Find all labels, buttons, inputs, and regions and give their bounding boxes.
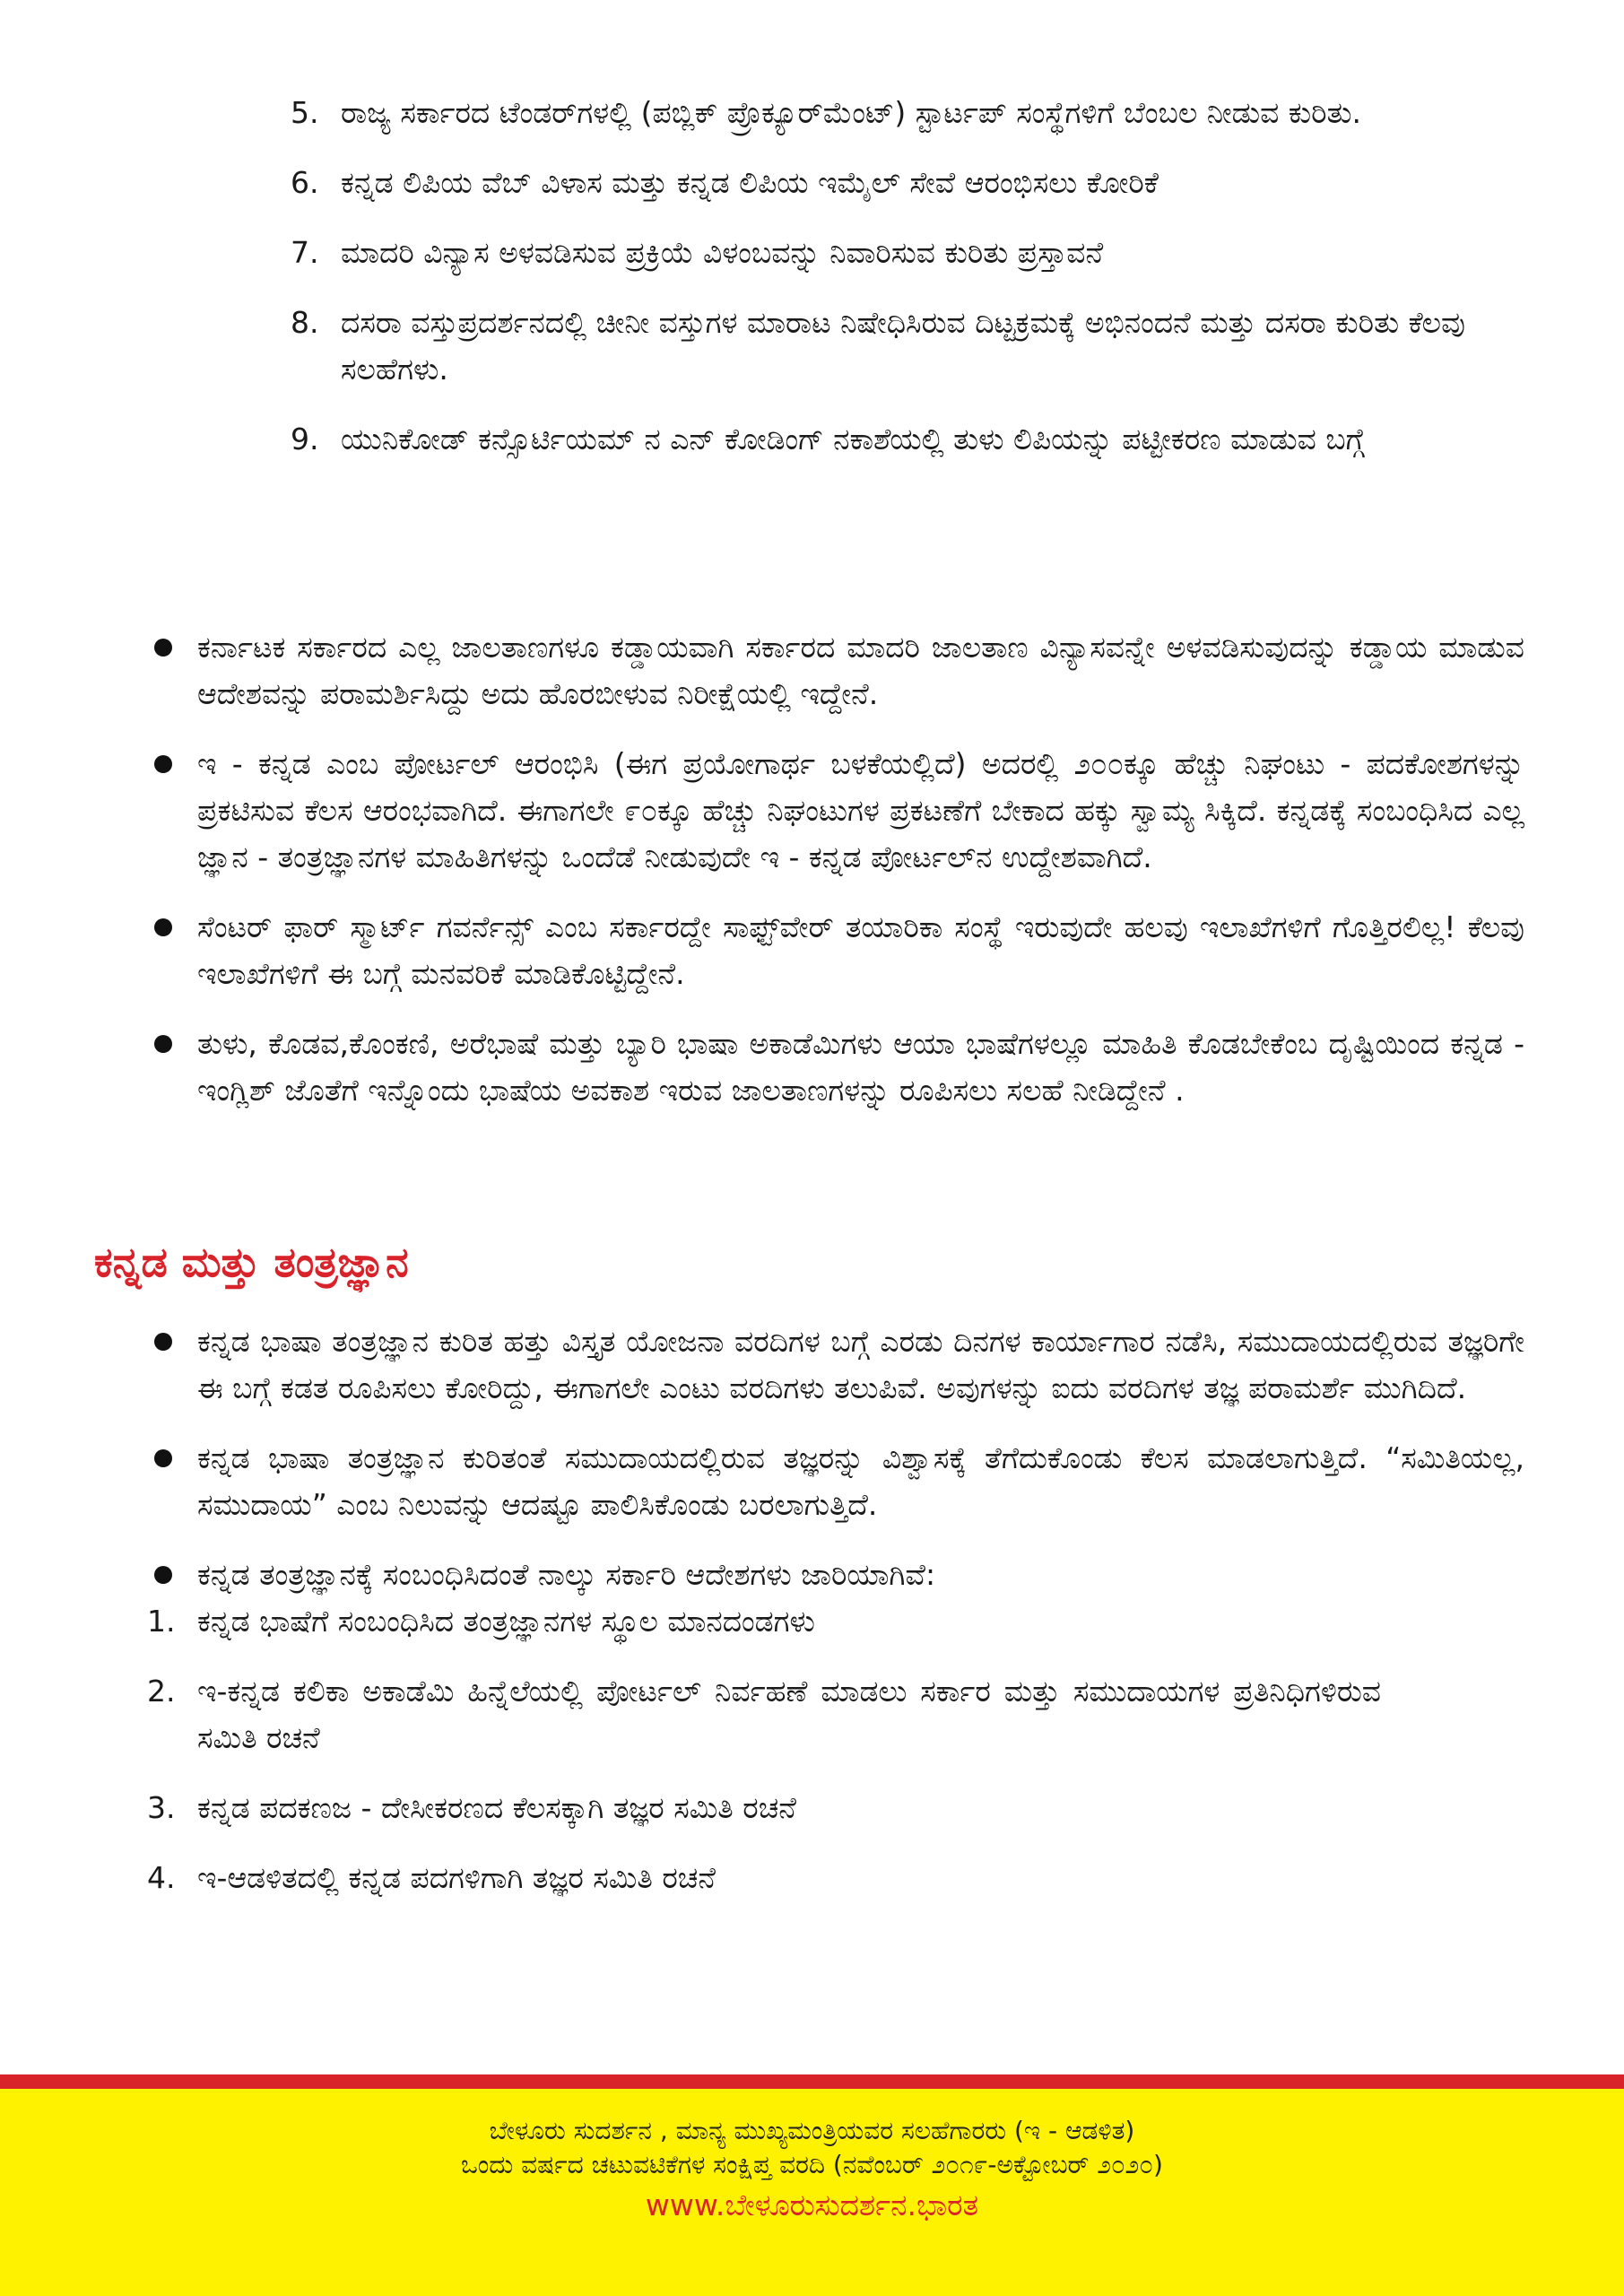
bullet-text: ಕನ್ನಡ ತಂತ್ರಜ್ಞಾನಕ್ಕೆ ಸಂಬಂಧಿಸಿದಂತೆ ನಾಲ್ಕು ಸರ್ಕಾರಿ ಆದೇಶಗಳು ಜಾರಿಯಾಗಿವೆ: [197, 1557, 936, 1592]
bullet-item [197, 904, 1524, 997]
bullet-list-a [197, 624, 1524, 1137]
section-heading: ಕನ್ನಡ ಮತ್ತು ತಂತ್ರಜ್ಞಾನ [94, 1238, 409, 1286]
bullet-dot-icon [154, 1333, 172, 1351]
list-number: 8. [291, 305, 319, 340]
list-number: 2. [147, 1674, 176, 1709]
list-number: 3. [147, 1790, 176, 1825]
list-item-text: ಮಾದರಿ ವಿನ್ಯಾಸ ಅಳವಡಿಸುವ ಪ್ರಕ್ರಿಯೆ ವಿಳಂಬವನ್ನು ನಿವಾರಿಸುವ ಕುರಿತು ಪ್ರಸ್ತಾವನೆ [341, 235, 1104, 270]
list-item [147, 1668, 1381, 1761]
list-number: 7. [291, 235, 319, 270]
list-item [291, 160, 1524, 206]
list-item-text: ದಸರಾ ವಸ್ತುಪ್ರದರ್ಶನದಲ್ಲಿ ಚೀನೀ ವಸ್ತುಗಳ ಮಾರಾಟ ನಿಷೇಧಿಸಿರುವ ದಿಟ್ಟಕ್ರಮಕ್ಕೆ ಅಭಿನಂದನೆ ಮತ್ತು ದಸರಾ ಕುರಿತು ಕೆಲವು ಸಲಹೆಗಳು. [341, 305, 1465, 387]
list-item-text: ಇ-ಕನ್ನಡ ಕಲಿಕಾ ಅಕಾಡೆಮಿ ಹಿನ್ನೆಲೆಯಲ್ಲಿ ಪೋರ್ಟಲ್ ನಿರ್ವಹಣೆ ಮಾಡಲು ಸರ್ಕಾರ ಮತ್ತು ಸಮುದಾಯಗಳ ಪ್ರತಿನಿಧಿಗಳಿರುವ ಸಮಿತಿ ರಚನೆ [197, 1674, 1381, 1755]
bullet-dot-icon [154, 918, 172, 936]
list-item [147, 1785, 1381, 1831]
bullet-text: ತುಳು, ಕೊಡವ,ಕೊಂಕಣಿ, ಅರೆಭಾಷೆ ಮತ್ತು ಬ್ಯಾರಿ ಭಾಷಾ ಅಕಾಡೆಮಿಗಳು ಆಯಾ ಭಾಷೆಗಳಲ್ಲೂ ಮಾಹಿತಿ ಕೊಡಬೇಕೆಂಬ ದೃಷ್ಟಿಯಿಂದ ಕನ್ನಡ - ಇಂಗ್ಲಿಶ್ ಜೊತೆಗೆ ಇನ್ನೊಂದು ಭಾಷೆಯ ಅವಕಾಶ ಇರುವ ಜಾಲತಾಣಗಳನ್ನು ರೂಪಿಸಲು ಸಲಹೆ ನೀಡಿದ್ದೇನೆ . [197, 1026, 1524, 1108]
bullet-item [197, 624, 1524, 718]
list-item [291, 230, 1524, 276]
bullet-text: ಇ - ಕನ್ನಡ ಎಂಬ ಪೋರ್ಟಲ್ ಆರಂಭಿಸಿ (ಈಗ ಪ್ರಯೋಗಾರ್ಥ ಬಳಕೆಯಲ್ಲಿದೆ) ಅದರಲ್ಲಿ ೨೦೦ಕ್ಕೂ ಹೆಚ್ಚು ನಿಘಂಟು - ಪದಕೋಶಗಳನ್ನು ಪ್ರಕಟಿಸುವ ಕೆಲಸ ಆರಂಭವಾಗಿದೆ. ಈಗಾಗಲೇ ೯೦ಕ್ಕೂ ಹೆಚ್ಚು ನಿಘಂಟುಗಳ ಪ್ರಕಟಣೆಗೆ ಬೇಕಾದ ಹಕ್ಕು ಸ್ವಾಮ್ಯ ಸಿಕ್ಕಿದೆ. ಕನ್ನಡಕ್ಕೆ ಸಂಬಂಧಿಸಿದ ಎಲ್ಲ ಜ್ಞಾನ - ತಂತ್ರಜ್ಞಾನಗಳ ಮಾಹಿತಿಗಳನ್ನು ಒಂದೆಡೆ ನೀಡುವುದೇ ಇ - ಕನ್ನಡ ಪೋರ್ಟಲ್‌ನ ಉದ್ದೇಶವಾಗಿದೆ. [197, 746, 1524, 874]
bullet-item [197, 1318, 1524, 1412]
footer-author-line: ಬೇಳೂರು ಸುದರ್ಶನ , ಮಾನ್ಯ ಮುಖ್ಯಮಂತ್ರಿಯವರ ಸಲಹೆಗಾರರು (ಇ - ಆಡಳಿತ) [489, 2116, 1135, 2145]
list-item-text: ಕನ್ನಡ ಲಿಪಿಯ ವೆಬ್ ವಿಳಾಸ ಮತ್ತು ಕನ್ನಡ ಲಿಪಿಯ ಇಮೈಲ್ ಸೇವೆ ಆರಂಭಿಸಲು ಕೋರಿಕೆ [341, 165, 1159, 200]
bullet-text: ಕರ್ನಾಟಕ ಸರ್ಕಾರದ ಎಲ್ಲ ಜಾಲತಾಣಗಳೂ ಕಡ್ಡಾಯವಾಗಿ ಸರ್ಕಾರದ ಮಾದರಿ ಜಾಲತಾಣ ವಿನ್ಯಾಸವನ್ನೇ ಅಳವಡಿಸುವುದನ್ನು ಕಡ್ಡಾಯ ಮಾಡುವ ಆದೇಶವನ್ನು ಪರಾಮರ್ಶಿಸಿದ್ದು ಅದು ಹೊರಬೀಳುವ ನಿರೀಕ್ಷೆಯಲ್ಲಿ ಇದ್ದೇನೆ. [197, 630, 1524, 711]
list-item-text: ಇ-ಆಡಳಿತದಲ್ಲಿ ಕನ್ನಡ ಪದಗಳಿಗಾಗಿ ತಜ್ಞರ ಸಮಿತಿ ರಚನೆ [197, 1860, 716, 1895]
bullet-dot-icon [154, 1566, 172, 1584]
list-item [147, 1598, 1381, 1645]
bullet-dot-icon [154, 755, 172, 773]
list-number: 4. [147, 1860, 176, 1895]
bullet-dot-icon [154, 1449, 172, 1467]
list-item-text: ಯುನಿಕೋಡ್ ಕನ್ಸೊರ್ಟಿಯಮ್ ನ ಎನ್ ಕೋಡಿಂಗ್ ನಕಾಶೆಯಲ್ಲಿ ತುಳು ಲಿಪಿಯನ್ನು ಪಟ್ಟೀಕರಣ ಮಾಡುವ ಬಗ್ಗೆ [341, 422, 1365, 457]
list-item [147, 1855, 1381, 1901]
footer-website-link[interactable]: www.ಬೇಳೂರುಸುದರ್ಶನ.ಭಾರತ [645, 2187, 979, 2222]
list-item-text: ರಾಜ್ಯ ಸರ್ಕಾರದ ಟೆಂಡರ್‌ಗಳಲ್ಲಿ (ಪಬ್ಲಿಕ್ ಪ್ರೊಕ್ಯೂರ್‌ಮೆಂಟ್) ಸ್ಟಾರ್ಟಪ್ ಸಂಸ್ಥೆಗಳಿಗೆ ಬೆಂಬಲ ನೀಡುವ ಕುರಿತು. [341, 95, 1362, 130]
bullet-dot-icon [154, 1035, 172, 1053]
bullet-list-b [147, 1318, 1524, 1925]
bullet-text: ಕನ್ನಡ ಭಾಷಾ ತಂತ್ರಜ್ಞಾನ ಕುರಿತ ಹತ್ತು ವಿಸ್ತೃತ ಯೋಜನಾ ವರದಿಗಳ ಬಗ್ಗೆ ಎರಡು ದಿನಗಳ ಕಾರ್ಯಾಗಾರ ನಡೆಸಿ, ಸಮುದಾಯದಲ್ಲಿರುವ ತಜ್ಞರಿಗೇ ಈ ಬಗ್ಗೆ ಕಡತ ರೂಪಿಸಲು ಕೋರಿದ್ದು, ಈಗಾಗಲೇ ಎಂಟು ವರದಿಗಳು ತಲುಪಿವೆ. ಅವುಗಳನ್ನು ಐದು ವರದಿಗಳ ತಜ್ಞ ಪರಾಮರ್ಶೆ ಮುಗಿದಿದೆ. [197, 1324, 1524, 1405]
government-orders-list [147, 1598, 1381, 1901]
bullet-item [197, 1435, 1524, 1528]
list-number: 9. [291, 422, 319, 457]
bullet-text: ಸೆಂಟರ್ ಫಾರ್ ಸ್ಮಾರ್ಟ್ ಗವರ್ನೆನ್ಸ್ ಎಂಬ ಸರ್ಕಾರದ್ದೇ ಸಾಫ್ಟ್‌ವೇರ್ ತಯಾರಿಕಾ ಸಂಸ್ಥೆ ಇರುವುದೇ ಹಲವು ಇಲಾಖೆಗಳಿಗೆ ಗೊತ್ತಿರಲಿಲ್ಲ! ಕೆಲವು ಇಲಾಖೆಗಳಿಗೆ ಈ ಬಗ್ಗೆ ಮನವರಿಕೆ ಮಾಡಿಕೊಟ್ಟಿದ್ದೇನೆ. [197, 909, 1524, 991]
list-number: 5. [291, 95, 319, 130]
list-number: 1. [147, 1604, 176, 1639]
bullet-item [197, 1021, 1524, 1114]
page-footer [0, 2074, 1624, 2296]
bullet-item [147, 1552, 1524, 1901]
bullet-text: ಕನ್ನಡ ಭಾಷಾ ತಂತ್ರಜ್ಞಾನ ಕುರಿತಂತೆ ಸಮುದಾಯದಲ್ಲಿರುವ ತಜ್ಞರನ್ನು ವಿಶ್ವಾಸಕ್ಕೆ ತೆಗೆದುಕೊಂಡು ಕೆಲಸ ಮಾಡಲಾಗುತ್ತಿದೆ. “ಸಮಿತಿಯಲ್ಲ, ಸಮುದಾಯ” ಎಂಬ ನಿಲುವನ್ನು ಆದಷ್ಟೂ ಪಾಲಿಸಿಕೊಂಡು ಬರಲಾಗುತ್ತಿದೆ. [197, 1440, 1524, 1522]
footer-report-line: ಒಂದು ವರ್ಷದ ಚಟುವಟಿಕೆಗಳ ಸಂಕ್ಷಿಪ್ತ ವರದಿ (ನವೆಂಬರ್ ೨೦೧೯-ಅಕ್ಟೋಬರ್ ೨೦೨೦) [461, 2150, 1163, 2179]
bullet-dot-icon [154, 639, 172, 657]
list-number: 6. [291, 165, 319, 200]
list-item-text: ಕನ್ನಡ ಭಾಷೆಗೆ ಸಂಬಂಧಿಸಿದ ತಂತ್ರಜ್ಞಾನಗಳ ಸ್ಥೂಲ ಮಾನದಂಡಗಳು [197, 1604, 815, 1639]
list-item [291, 90, 1524, 136]
list-item [291, 300, 1524, 393]
numbered-list-continued [291, 90, 1524, 486]
list-item-text: ಕನ್ನಡ ಪದಕಣಜ - ದೇಸೀಕರಣದ ಕೆಲಸಕ್ಕಾಗಿ ತಜ್ಞರ ಸಮಿತಿ ರಚನೆ [197, 1790, 796, 1825]
list-item [291, 416, 1524, 463]
bullet-item [197, 741, 1524, 881]
